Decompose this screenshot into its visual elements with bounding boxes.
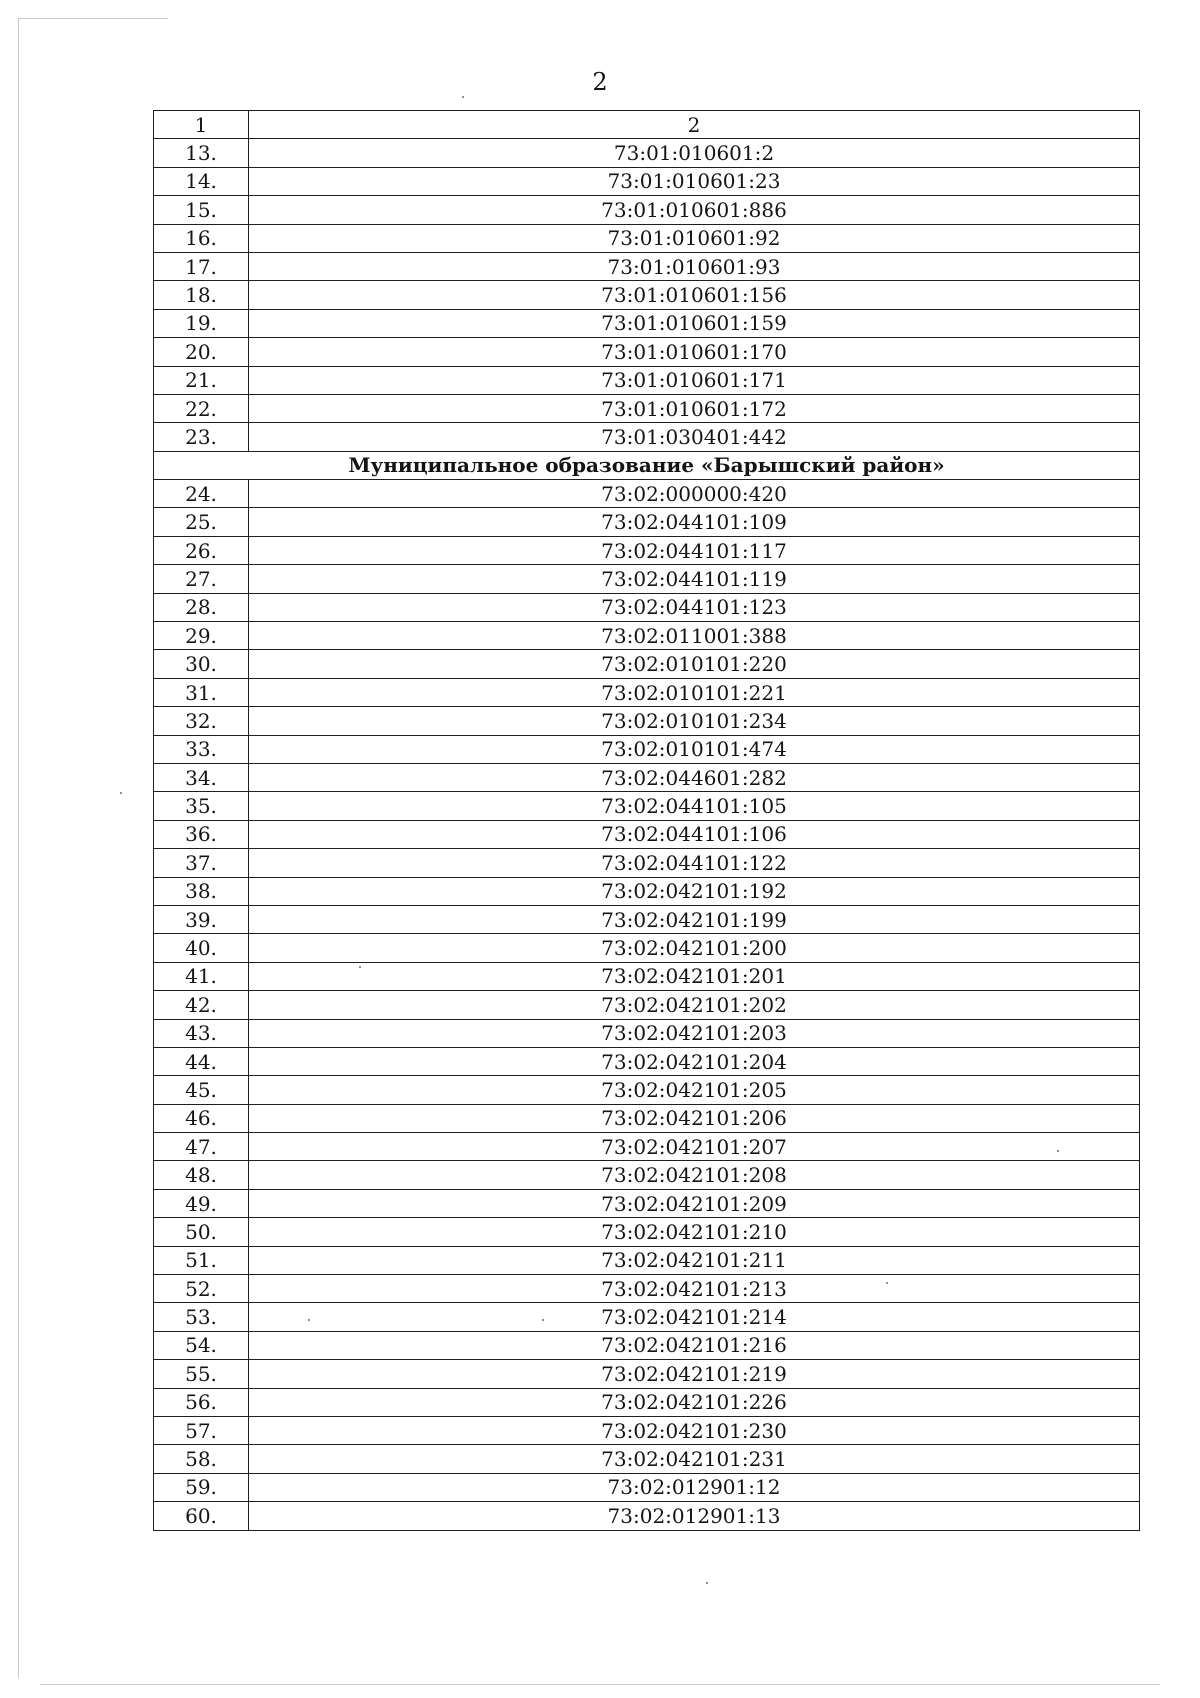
scan-speck <box>462 96 464 98</box>
table-row <box>154 1133 1140 1161</box>
row-number-cell: 36. <box>154 820 249 848</box>
table-row <box>154 877 1140 905</box>
row-number-cell: 34. <box>154 763 249 791</box>
table-row <box>154 1502 1140 1530</box>
row-number-cell: 26. <box>154 536 249 564</box>
table-row <box>154 536 1140 564</box>
cadastral-number-cell: 73:02:010101:234 <box>249 707 1140 735</box>
row-number-cell: 17. <box>154 252 249 280</box>
cadastral-number-cell: 73:02:042101:203 <box>249 1019 1140 1047</box>
row-number-cell: 19. <box>154 309 249 337</box>
row-number-cell: 39. <box>154 905 249 933</box>
table-row <box>154 1416 1140 1444</box>
cadastral-number-cell: 73:02:042101:199 <box>249 905 1140 933</box>
cadastral-number-cell: 73:02:042101:209 <box>249 1189 1140 1217</box>
row-number-cell: 33. <box>154 735 249 763</box>
row-number-cell: 52. <box>154 1275 249 1303</box>
cadastral-number-cell: 73:02:044101:105 <box>249 792 1140 820</box>
cadastral-number-cell: 73:02:042101:210 <box>249 1218 1140 1246</box>
row-number-cell: 54. <box>154 1331 249 1359</box>
cadastral-number-cell: 73:02:010101:221 <box>249 678 1140 706</box>
cadastral-number-cell: 73:01:010601:23 <box>249 167 1140 195</box>
table-row <box>154 962 1140 990</box>
row-number-cell: 25. <box>154 508 249 536</box>
row-number-cell: 29. <box>154 622 249 650</box>
cadastral-number-table <box>153 110 1140 1531</box>
table-row <box>154 792 1140 820</box>
table-row <box>154 1303 1140 1331</box>
row-number-cell: 41. <box>154 962 249 990</box>
row-number-cell: 28. <box>154 593 249 621</box>
row-number-cell: 55. <box>154 1360 249 1388</box>
cadastral-number-cell: 73:02:044101:123 <box>249 593 1140 621</box>
table-row <box>154 1189 1140 1217</box>
row-number-cell: 35. <box>154 792 249 820</box>
row-number-cell: 21. <box>154 366 249 394</box>
table-row <box>154 1104 1140 1132</box>
cadastral-number-cell: 73:02:042101:192 <box>249 877 1140 905</box>
table-row <box>154 678 1140 706</box>
table-row <box>154 650 1140 678</box>
row-number-cell: 48. <box>154 1161 249 1189</box>
cadastral-number-cell: 73:02:042101:211 <box>249 1246 1140 1274</box>
row-number-cell: 43. <box>154 1019 249 1047</box>
cadastral-number-cell: 73:01:010601:93 <box>249 252 1140 280</box>
table-row <box>154 1275 1140 1303</box>
table-row <box>154 508 1140 536</box>
cadastral-number-cell: 73:02:010101:220 <box>249 650 1140 678</box>
row-number-cell: 59. <box>154 1473 249 1501</box>
table-row <box>154 1445 1140 1473</box>
table-row <box>154 820 1140 848</box>
section-title: Муниципальное образование «Барышский район» <box>154 451 1140 479</box>
cadastral-number-cell: 73:02:042101:204 <box>249 1047 1140 1075</box>
cadastral-number-cell: 73:02:042101:219 <box>249 1360 1140 1388</box>
row-number-cell: 32. <box>154 707 249 735</box>
table-row <box>154 763 1140 791</box>
row-number-cell: 31. <box>154 678 249 706</box>
cadastral-number-cell: 73:02:010101:474 <box>249 735 1140 763</box>
table-row <box>154 1218 1140 1246</box>
row-number-cell: 46. <box>154 1104 249 1132</box>
cadastral-number-cell: 73:02:042101:216 <box>249 1331 1140 1359</box>
row-number-cell: 23. <box>154 423 249 451</box>
row-number-cell: 18. <box>154 281 249 309</box>
page-number: 2 <box>592 68 608 96</box>
cadastral-number-cell: 73:02:042101:226 <box>249 1388 1140 1416</box>
table-row <box>154 281 1140 309</box>
cadastral-number-cell: 73:01:010601:172 <box>249 394 1140 422</box>
cadastral-number-cell: 73:02:042101:200 <box>249 934 1140 962</box>
scan-speck <box>706 1582 708 1584</box>
table-row <box>154 934 1140 962</box>
cadastral-number-cell: 73:02:042101:206 <box>249 1104 1140 1132</box>
cadastral-number-cell: 73:02:042101:207 <box>249 1133 1140 1161</box>
row-number-cell: 60. <box>154 1502 249 1530</box>
table-row <box>154 394 1140 422</box>
table-row <box>154 252 1140 280</box>
cadastral-number-cell: 73:01:010601:886 <box>249 196 1140 224</box>
row-number-cell: 44. <box>154 1047 249 1075</box>
section-header-row <box>154 451 1140 479</box>
cadastral-number-cell: 73:01:030401:442 <box>249 423 1140 451</box>
cadastral-number-cell: 73:02:042101:231 <box>249 1445 1140 1473</box>
cadastral-number-cell: 73:01:010601:170 <box>249 338 1140 366</box>
cadastral-number-cell: 73:02:042101:230 <box>249 1416 1140 1444</box>
table-row <box>154 735 1140 763</box>
cadastral-number-cell: 73:02:044101:109 <box>249 508 1140 536</box>
row-number-cell: 47. <box>154 1133 249 1161</box>
cadastral-number-cell: 73:02:042101:202 <box>249 991 1140 1019</box>
table-row <box>154 1473 1140 1501</box>
table-row <box>154 1360 1140 1388</box>
cadastral-number-cell: 73:02:042101:213 <box>249 1275 1140 1303</box>
row-number-cell: 58. <box>154 1445 249 1473</box>
table-header-row <box>154 111 1140 139</box>
cadastral-number-cell: 73:02:042101:201 <box>249 962 1140 990</box>
table-row <box>154 1161 1140 1189</box>
row-number-cell: 57. <box>154 1416 249 1444</box>
table-row <box>154 707 1140 735</box>
scan-edge-left <box>18 18 19 1678</box>
table-row <box>154 905 1140 933</box>
row-number-cell: 13. <box>154 139 249 167</box>
row-number-cell: 49. <box>154 1189 249 1217</box>
header-cell-number: 1 <box>154 111 249 139</box>
cadastral-number-cell: 73:01:010601:159 <box>249 309 1140 337</box>
table-row <box>154 338 1140 366</box>
cadastral-number-cell: 73:02:011001:388 <box>249 622 1140 650</box>
cadastral-number-cell: 73:02:042101:208 <box>249 1161 1140 1189</box>
row-number-cell: 30. <box>154 650 249 678</box>
table-row <box>154 565 1140 593</box>
row-number-cell: 51. <box>154 1246 249 1274</box>
table-body <box>154 111 1140 1531</box>
header-cell-cadastral: 2 <box>249 111 1140 139</box>
table-row <box>154 991 1140 1019</box>
table-row <box>154 139 1140 167</box>
cadastral-number-cell: 73:02:044101:106 <box>249 820 1140 848</box>
cadastral-number-cell: 73:01:010601:92 <box>249 224 1140 252</box>
cadastral-number-cell: 73:01:010601:2 <box>249 139 1140 167</box>
scan-speck <box>120 792 122 794</box>
table-row <box>154 366 1140 394</box>
table-row <box>154 593 1140 621</box>
cadastral-number-cell: 73:02:044101:122 <box>249 849 1140 877</box>
cadastral-number-cell: 73:01:010601:171 <box>249 366 1140 394</box>
row-number-cell: 40. <box>154 934 249 962</box>
cadastral-number-cell: 73:02:042101:205 <box>249 1076 1140 1104</box>
cadastral-number-cell: 73:02:012901:13 <box>249 1502 1140 1530</box>
table-row <box>154 309 1140 337</box>
scan-edge-top <box>18 18 168 19</box>
row-number-cell: 22. <box>154 394 249 422</box>
table-row <box>154 167 1140 195</box>
cadastral-number-cell: 73:02:044101:117 <box>249 536 1140 564</box>
table-row <box>154 1019 1140 1047</box>
scan-edge-bottom <box>40 1684 1160 1685</box>
cadastral-number-cell: 73:02:000000:420 <box>249 480 1140 508</box>
table-row <box>154 1388 1140 1416</box>
table-row <box>154 1047 1140 1075</box>
cadastral-number-cell: 73:02:044601:282 <box>249 763 1140 791</box>
table-row <box>154 196 1140 224</box>
row-number-cell: 14. <box>154 167 249 195</box>
row-number-cell: 27. <box>154 565 249 593</box>
table-row <box>154 1076 1140 1104</box>
table-row <box>154 1331 1140 1359</box>
table-row <box>154 224 1140 252</box>
row-number-cell: 50. <box>154 1218 249 1246</box>
cadastral-number-cell: 73:02:042101:214 <box>249 1303 1140 1331</box>
table-row <box>154 1246 1140 1274</box>
row-number-cell: 20. <box>154 338 249 366</box>
table-row <box>154 622 1140 650</box>
row-number-cell: 24. <box>154 480 249 508</box>
table-row <box>154 849 1140 877</box>
row-number-cell: 56. <box>154 1388 249 1416</box>
row-number-cell: 45. <box>154 1076 249 1104</box>
row-number-cell: 16. <box>154 224 249 252</box>
row-number-cell: 53. <box>154 1303 249 1331</box>
cadastral-number-cell: 73:02:044101:119 <box>249 565 1140 593</box>
table-row <box>154 480 1140 508</box>
row-number-cell: 42. <box>154 991 249 1019</box>
row-number-cell: 15. <box>154 196 249 224</box>
cadastral-number-cell: 73:01:010601:156 <box>249 281 1140 309</box>
table-row <box>154 423 1140 451</box>
row-number-cell: 38. <box>154 877 249 905</box>
cadastral-number-cell: 73:02:012901:12 <box>249 1473 1140 1501</box>
row-number-cell: 37. <box>154 849 249 877</box>
